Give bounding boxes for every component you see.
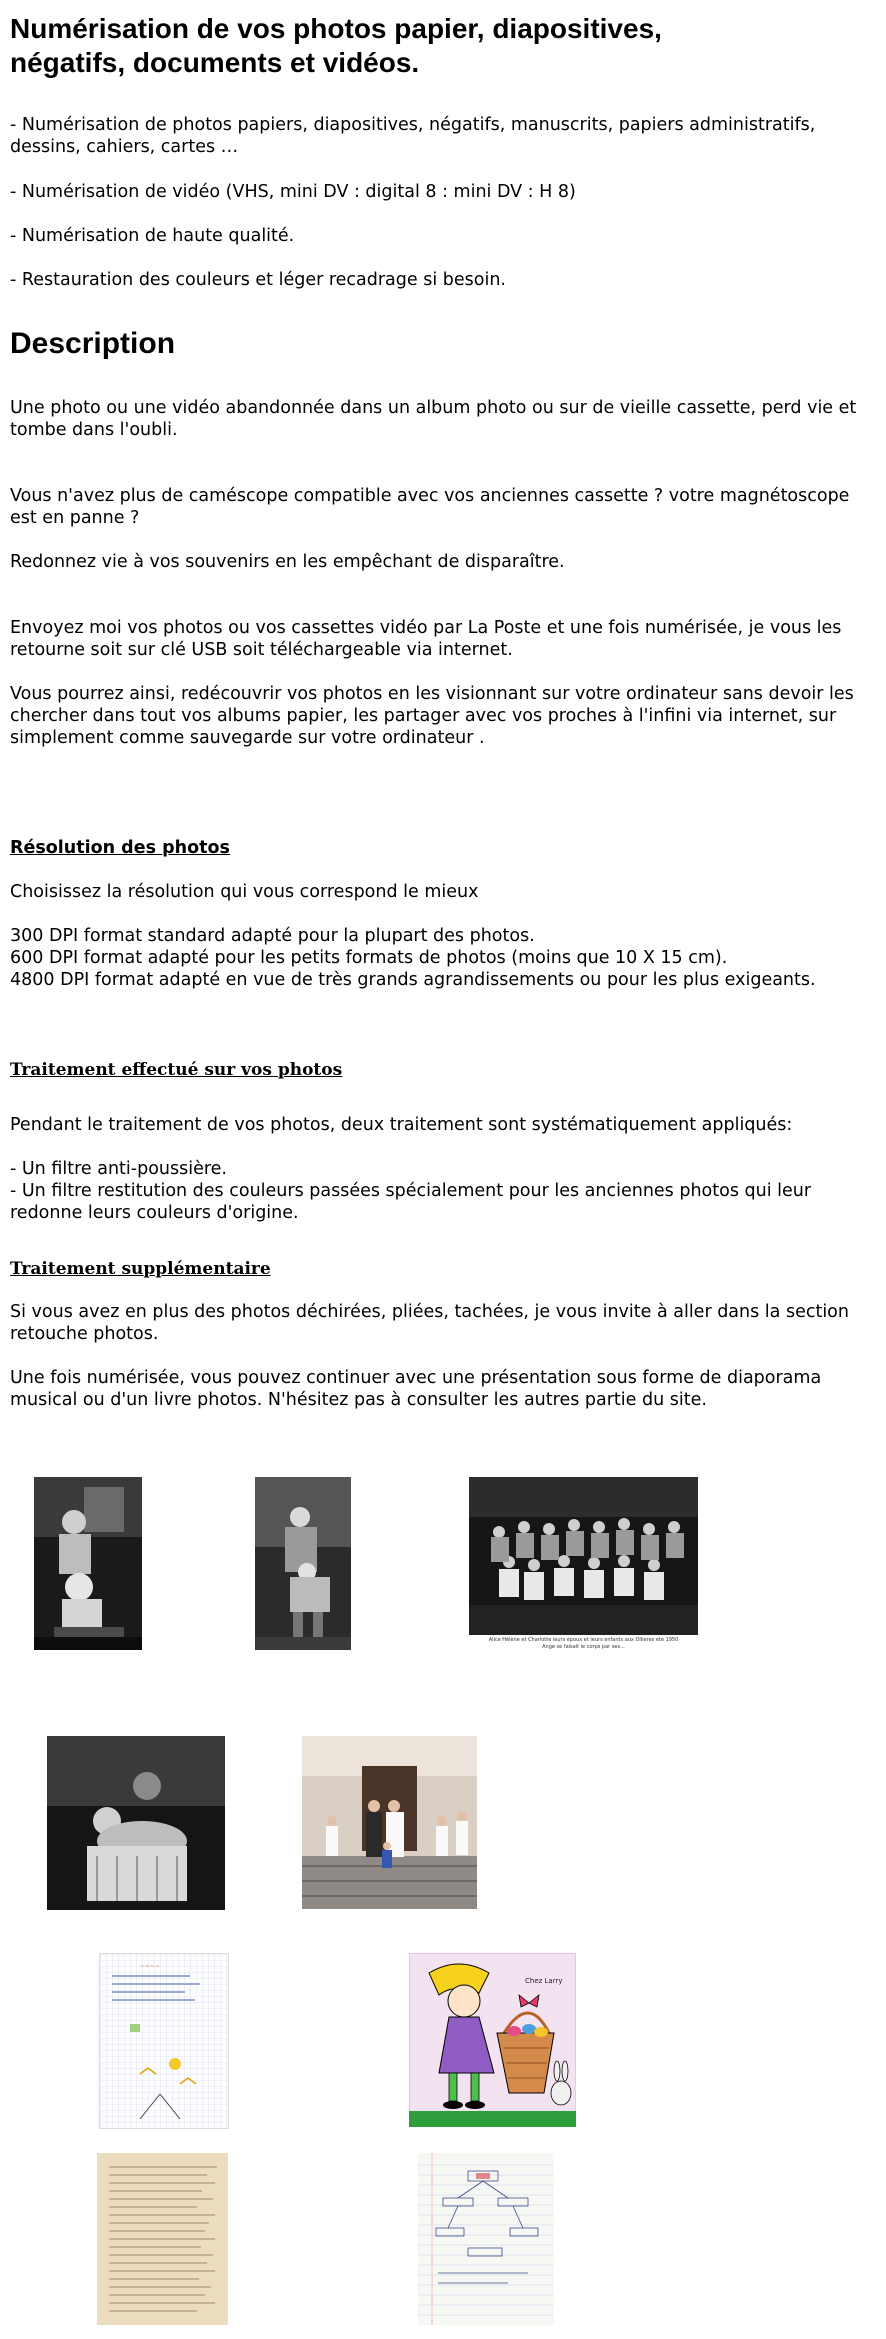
photo-notebook-page [99,1953,229,2129]
intro-item-restoration: - Restauration des couleurs et léger recadrage si besoin. [10,270,506,290]
drawing-label: Chez Larry [525,1977,563,1985]
treatment-heading: Traitement effectué sur vos photos [10,1060,343,1080]
photo-baby-in-bed [47,1736,225,1910]
photo-child-drawing [409,1953,576,2127]
page-title: Numérisation de vos photos papier, diapositives, négatifs, documents et vidéos. [10,13,662,78]
photo-manuscript-page [97,2153,228,2325]
description-heading: Description [10,327,176,360]
intro-item-scan-video: - Numérisation de vidéo (VHS, mini DV : digital 8 : mini DV : H 8) [10,182,576,202]
intro-item-scan-photos: - Numérisation de photos papiers, diapositives, négatifs, manuscrits, papiers administratifs, dessins, cahiers, cartes … [10,115,816,157]
extra-p1: Si vous avez en plus des photos déchirées, pliées, tachées, je vous invite à aller dans la section retouche photos. [10,1302,849,1344]
photo-lined-notebook-page [418,2153,554,2325]
treatment-item-colors: - Un filtre restitution des couleurs passées spécialement pour les anciennes photos qui leur redonne leurs couleurs d'origine. [10,1181,812,1223]
description-p4: Envoyez moi vos photos ou vos cassettes vidéo par La Poste et une fois numérisée, je vous les retourne soit sur clé USB soit téléchargeable via internet. [10,618,842,660]
intro-item-quality: - Numérisation de haute qualité. [10,226,295,246]
description-p1: Une photo ou une vidéo abandonnée dans un album photo ou sur de vieille cassette, perd vie et tombe dans l'oubli. [10,398,857,440]
photo-wedding [302,1736,477,1909]
extra-heading: Traitement supplémentaire [10,1259,271,1279]
resolution-intro: Choisissez la résolution qui vous correspond le mieux [10,882,479,902]
resolution-item-300: 300 DPI format standard adapté pour la plupart des photos. [10,926,535,946]
photo-woman-with-child [255,1477,351,1650]
resolution-item-4800: 4800 DPI format adapté en vue de très grands agrandissements ou pour les plus exigeants. [10,970,816,990]
description-p2: Vous n'avez plus de caméscope compatible avec vos anciennes cassette ? votre magnétoscope est en panne ? [10,486,850,528]
resolution-heading: Résolution des photos [10,838,230,858]
photo-caption-line2: Ange se faisait le corps par ses... [542,1644,625,1650]
description-p5: Vous pourrez ainsi, redécouvrir vos photos en les visionnant sur votre ordinateur sans devoir les chercher dans tout vos albums papier, les partager avec vos proches à l'infini via internet, sur simplement comme sauvegarde sur votre ordinateur . [10,684,854,748]
treatment-intro: Pendant le traitement de vos photos, deux traitement sont systématiquement appliqués: [10,1115,793,1135]
resolution-item-600: 600 DPI format adapté pour les petits formats de photos (moins que 10 X 15 cm). [10,948,728,968]
photo-family-group [469,1477,698,1635]
description-p3: Redonnez vie à vos souvenirs en les empêchant de disparaître. [10,552,565,572]
treatment-item-dust: - Un filtre anti-poussière. [10,1159,227,1179]
extra-p2: Une fois numérisée, vous pouvez continuer avec une présentation sous forme de diaporama musical ou d'un livre photos. N'hésitez pas à consulter les autres partie du site. [10,1368,822,1410]
svg-text:~~~~: ~~~~ [140,1963,161,1970]
photo-child-on-chair [34,1477,142,1650]
photo-caption: Alice Hélène et Charlotte leurs époux et leurs enfants aux Ollières été 1950 [488,1637,679,1643]
